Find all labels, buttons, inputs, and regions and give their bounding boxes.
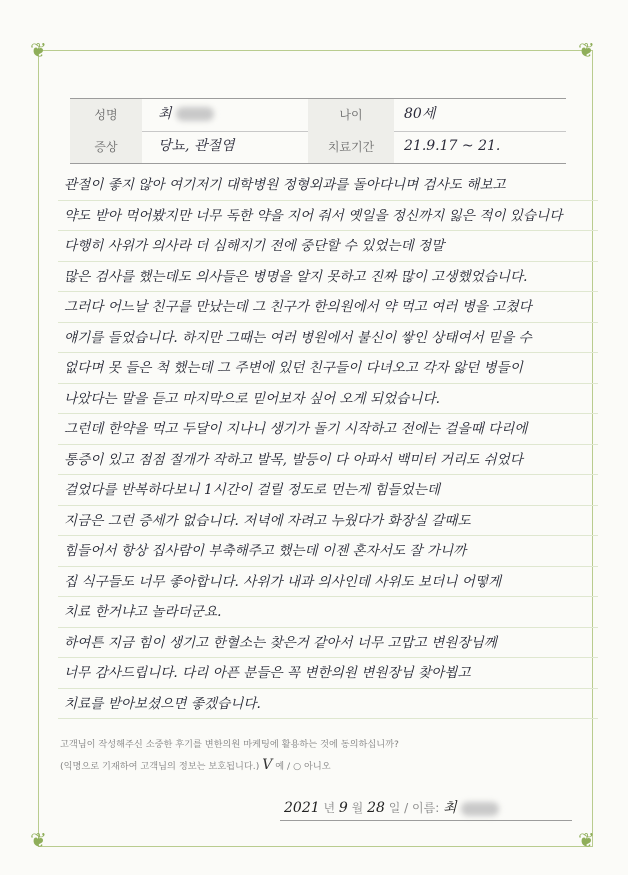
sign-month: 9 <box>338 800 348 816</box>
consent-note: (익명으로 기재하여 고객님의 정보는 보호됩니다.) <box>60 761 260 772</box>
consent-question: 고객님이 작성해주신 소중한 후기를 변한의원 마케팅에 활용하는 것에 동의하십니까? <box>60 739 399 750</box>
sign-month-unit: 월 <box>351 801 364 815</box>
sign-year-unit: 년 <box>323 801 336 815</box>
period-label: 치료기간 <box>308 131 394 163</box>
letter-line: 집 식구들도 너무 좋아합니다. 사위가 내과 의사인데 사위도 보더니 어떻게 <box>58 567 598 598</box>
handwritten-letter <box>58 170 598 719</box>
letter-line: 많은 검사를 했는데도 의사들은 병명을 알지 못하고 진짜 많이 고생했었습니다. <box>58 262 598 293</box>
name-label: 성명 <box>70 99 142 131</box>
letter-line: 다행히 사위가 의사라 더 심해지기 전에 중단할 수 있었는데 정말 <box>58 231 598 262</box>
letter-line: 지금은 그런 증세가 없습니다. 저녁에 자려고 누웠다가 화장실 갈때도 <box>58 506 598 537</box>
signature-date-line <box>284 795 574 821</box>
info-row-name-age <box>70 99 566 132</box>
letter-line: 통증이 있고 점점 절개가 작하고 발목, 발등이 다 아파서 백미터 거리도 쉬었다 <box>58 445 598 476</box>
letter-line: 얘기를 들었습니다. 하지만 그때는 여러 병원에서 불신이 쌓인 상태여서 믿을 수 <box>58 323 598 354</box>
letter-line: 너무 감사드립니다. 다리 아픈 분들은 꼭 변한의원 변원장님 찾아뵙고 <box>58 658 598 689</box>
floral-corner-icon: ❦ <box>30 828 47 852</box>
age-label: 나이 <box>308 99 394 131</box>
circle-option-icon[interactable]: ○ <box>293 761 302 772</box>
symptom-label: 증상 <box>70 131 142 163</box>
symptom-value: 당뇨, 관절염 <box>158 138 235 154</box>
sign-day: 28 <box>367 800 385 816</box>
sign-name-label: 이름: <box>412 801 440 815</box>
sign-day-unit: 일 <box>388 801 401 815</box>
letter-line: 걸었다를 반복하다보니 1시간이 걸릴 정도로 먼는게 힘들었는데 <box>58 475 598 506</box>
floral-corner-icon: ❦ <box>578 828 595 852</box>
check-mark-icon[interactable]: V <box>262 757 273 773</box>
age-value: 80세 <box>404 106 436 122</box>
sign-name-value: 최 <box>443 800 457 816</box>
consent-yes-label: 예 / <box>275 761 291 772</box>
letter-line: 나았다는 말을 듣고 마지막으로 믿어보자 싶어 오게 되었습니다. <box>58 384 598 415</box>
redacted-blur <box>461 802 499 816</box>
consent-no-label: 아니오 <box>304 761 331 772</box>
consent-options <box>60 755 580 777</box>
floral-corner-icon: ❦ <box>30 38 47 62</box>
letter-line: 그런데 한약을 먹고 두달이 지나니 생기가 돌기 시작하고 전에는 걸을때 다리에 <box>58 414 598 445</box>
marketing-consent <box>60 735 580 777</box>
redacted-blur <box>176 107 214 121</box>
info-row-symptom-period <box>70 131 566 163</box>
name-value: 최 <box>158 99 214 131</box>
floral-corner-icon: ❦ <box>578 38 595 62</box>
patient-info-table <box>70 98 566 164</box>
sign-separator: / <box>404 801 409 815</box>
letter-line: 없다며 못 들은 척 했는데 그 주변에 있던 친구들이 다녀오고 각자 앓던 병들이 <box>58 353 598 384</box>
sign-year: 2021 <box>284 800 320 816</box>
letter-line: 힘들어서 항상 집사람이 부축해주고 했는데 이젠 혼자서도 잘 가니까 <box>58 536 598 567</box>
letter-line: 치료 한거냐고 놀라더군요. <box>58 597 598 628</box>
letter-line: 그러다 어느날 친구를 만났는데 그 친구가 한의원에서 약 먹고 여러 병을 고쳤다 <box>58 292 598 323</box>
signature-underline <box>280 820 572 821</box>
letter-line: 약도 받아 먹어봤지만 너무 독한 약을 지어 줘서 옛일을 정신까지 잃은 적이 있습니다 <box>58 201 598 232</box>
letter-line: 하여튼 지금 힘이 생기고 한혈소는 찾은거 같아서 너무 고맙고 변원장님께 <box>58 628 598 659</box>
letter-line: 치료를 받아보셨으면 좋겠습니다. <box>58 689 598 720</box>
letter-line: 관절이 좋지 않아 여기저기 대학병원 정형외과를 돌아다니며 검사도 해보고 <box>58 170 598 201</box>
period-value: 21.9.17 ~ 21. <box>404 138 501 154</box>
